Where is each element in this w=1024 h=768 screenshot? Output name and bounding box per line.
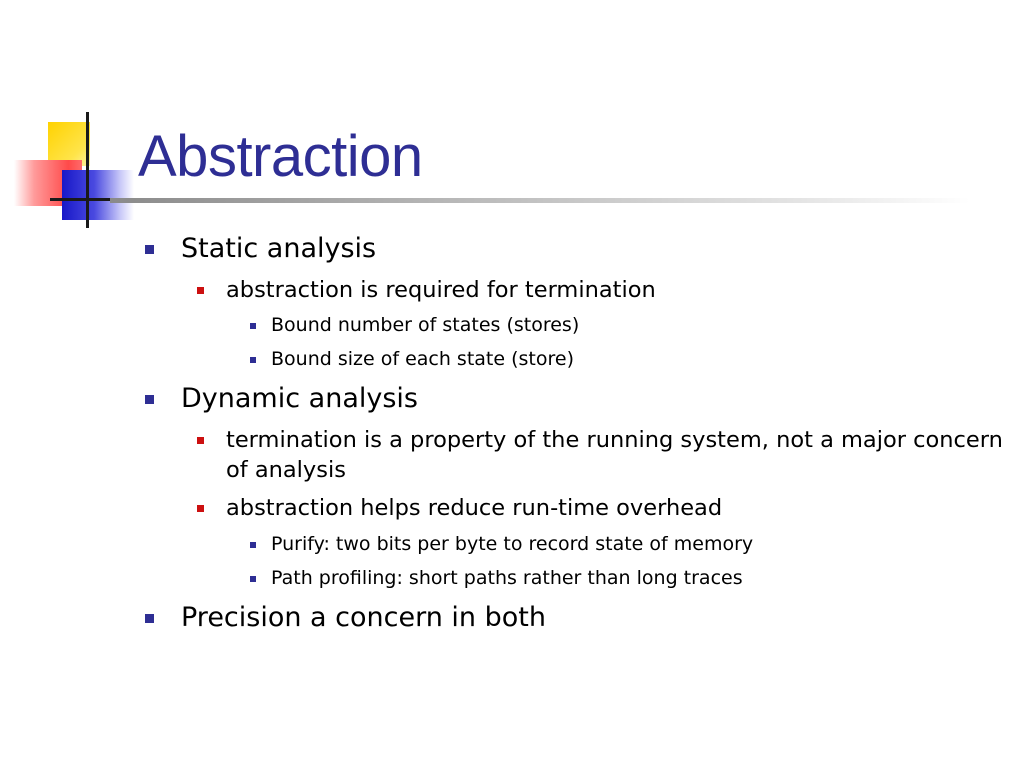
bullet-item <box>181 383 418 415</box>
square-bullet-icon <box>145 614 154 623</box>
square-bullet-icon <box>250 576 256 582</box>
square-bullet-icon <box>145 245 154 254</box>
bullet-text: Precision a concern in both <box>181 602 546 633</box>
bullet-item <box>271 313 579 337</box>
bullet-text: Bound number of states (stores) <box>271 314 580 336</box>
square-bullet-icon <box>197 287 204 294</box>
bullet-item <box>226 275 656 305</box>
bullet-text: Static analysis <box>181 233 377 264</box>
square-bullet-icon <box>197 437 204 444</box>
bullet-text: abstraction helps reduce run-time overhead <box>226 495 723 521</box>
bullet-text: termination is a property of the running system, not a major concern of analysis <box>226 427 1003 483</box>
bullet-item <box>226 493 722 523</box>
bullet-item <box>271 566 743 590</box>
square-bullet-icon <box>197 505 204 512</box>
bullet-text: abstraction is required for termination <box>226 277 656 303</box>
bullet-item <box>181 233 376 265</box>
slide-title: Abstraction <box>138 124 423 189</box>
bullet-text: Path profiling: short paths rather than long traces <box>271 567 743 589</box>
bullet-item <box>271 347 574 371</box>
square-bullet-icon <box>250 542 256 548</box>
bullet-text: Dynamic analysis <box>181 383 418 414</box>
bullet-item <box>181 602 546 634</box>
bullet-text: Bound size of each state (store) <box>271 348 574 370</box>
bullet-text: Purify: two bits per byte to record state of memory <box>271 533 754 555</box>
square-bullet-icon <box>250 357 256 363</box>
square-bullet-icon <box>250 323 256 329</box>
bullet-item <box>226 425 1006 485</box>
square-bullet-icon <box>145 395 154 404</box>
bullet-item <box>271 532 753 556</box>
